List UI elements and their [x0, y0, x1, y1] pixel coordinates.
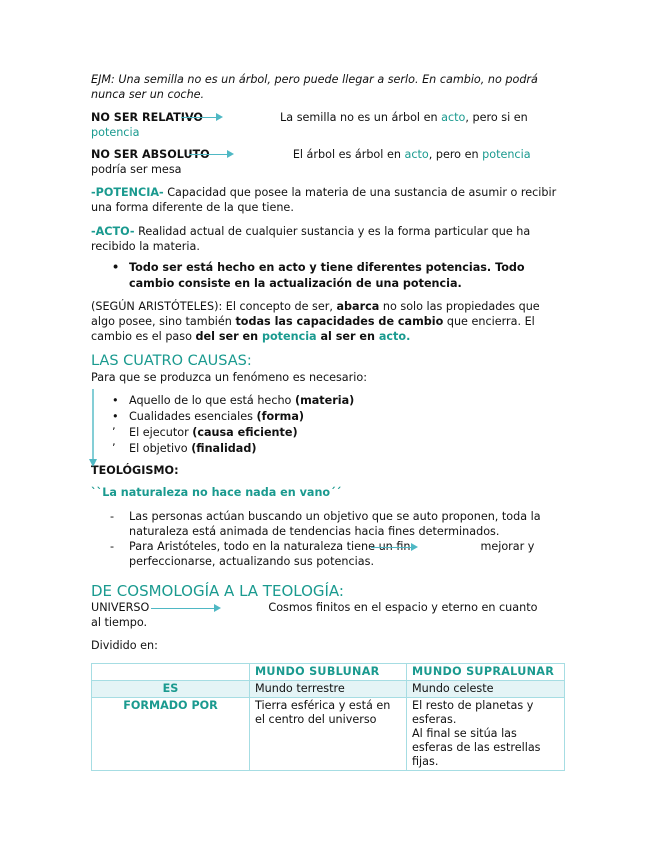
item-bold: (causa eficiente): [192, 426, 298, 439]
bullet-text: Todo ser está hecho en acto y tiene diferentes potencias. Todo cambio consiste en la actualización de una potencia.: [129, 261, 525, 290]
list-item: [91, 441, 565, 457]
no-ser-absoluto-text-b: , pero en: [428, 148, 483, 161]
table-row: [92, 681, 565, 698]
item-bold: (forma): [256, 410, 304, 423]
main-bullet-list: [91, 260, 565, 292]
item-text: El ejecutor: [129, 426, 193, 439]
table-cell: Tierra esférica y está en el centro del universo: [250, 698, 407, 771]
bullet-marker: •: [112, 410, 119, 423]
potencia-text: Capacidad que posee la materia de una sustancia de asumir o recibir una forma diferente de la que tiene.: [91, 186, 557, 214]
dash-marker: -: [110, 540, 115, 553]
universo-label: UNIVERSO: [91, 601, 150, 614]
causas-block: [91, 393, 565, 457]
universo-block: [91, 600, 565, 630]
aristoteles-paragraph: [91, 299, 565, 344]
causas-intro: Para que se produzca un fenómeno es necesario:: [91, 371, 367, 384]
cosmologia-heading: DE COSMOLOGÍA A LA TEOLOGÍA:: [91, 582, 344, 600]
list-item: [91, 509, 565, 539]
teologismo-heading: TEOLÓGISMO:: [91, 464, 179, 477]
arrow-icon: [181, 117, 221, 118]
bold-text: todas las capacidades de cambio: [235, 315, 444, 328]
teologismo-list: [91, 509, 565, 569]
potencia-label: -POTENCIA-: [91, 186, 164, 199]
item-bold: (finalidad): [191, 442, 257, 455]
arrow-icon: [371, 547, 416, 548]
bold-text: abarca: [336, 300, 380, 313]
table-row-head: FORMADO POR: [92, 698, 250, 771]
bold-text: al ser en: [316, 330, 379, 343]
potencia-word: potencia: [482, 148, 531, 161]
item-text: Aquello de lo que está hecho: [129, 394, 295, 407]
no-ser-relativo-text: La semilla no es un árbol en: [280, 111, 442, 124]
no-ser-relativo-text-b: , pero si en: [465, 111, 528, 124]
no-ser-absoluto-text-c: podría ser mesa: [91, 163, 182, 176]
table-cell-text: El resto de planetas y esferas.: [412, 699, 534, 726]
list-item: [91, 393, 565, 409]
potencia-word: potencia: [91, 126, 140, 139]
item-text: mejorar y: [480, 540, 535, 553]
universo-text-2: al tiempo.: [91, 616, 148, 629]
table-cell: Mundo terrestre: [250, 681, 407, 698]
no-ser-absoluto-block: [91, 147, 565, 177]
bullet-marker: •: [112, 394, 119, 407]
table-header-cell: MUNDO SUBLUNAR: [250, 664, 407, 681]
arrow-icon: [189, 154, 232, 155]
no-ser-relativo-label: NO SER RELATIVO: [91, 111, 203, 124]
acto-label: -ACTO-: [91, 225, 135, 238]
item-text: perfeccionarse, actualizando sus potencias.: [129, 555, 375, 568]
table-row: [92, 698, 565, 771]
item-text: El objetivo: [129, 442, 192, 455]
arrow-icon: [151, 608, 219, 609]
bullet-marker: •: [112, 261, 120, 274]
bullet-marker: ʼ: [112, 426, 116, 439]
acto-word: acto.: [378, 330, 411, 343]
table-cell: [407, 698, 565, 771]
item-bold: (materia): [294, 394, 355, 407]
acto-text: Realidad actual de cualquier sustancia y es la forma particular que ha recibido la materia.: [91, 225, 531, 253]
potencia-word: potencia: [261, 330, 317, 343]
table-cell: Mundo celeste: [407, 681, 565, 698]
acto-word: acto: [404, 148, 429, 161]
table-header-cell: MUNDO SUPRALUNAR: [407, 664, 565, 681]
mundo-table: [91, 663, 565, 771]
aristoteles-text: (SEGÚN ARISTÓTELES): El concepto de ser,: [91, 300, 337, 313]
item-text: Las personas actúan buscando un objetivo que se auto proponen, toda la naturaleza está animada de tendencias hacia fines determinados.: [129, 510, 541, 538]
potencia-definition: [91, 185, 565, 215]
no-ser-absoluto-label: NO SER ABSOLUTO: [91, 148, 210, 161]
aristoteles-text: que encierra. El cambio es el paso: [91, 315, 535, 343]
table-header-cell: [92, 664, 250, 681]
acto-word: acto: [441, 111, 466, 124]
bullet-marker: ʼ: [112, 442, 116, 455]
example-text: EJM: Una semilla no es un árbol, pero puede llegar a serlo. En cambio, no podrá nunca ser un coche.: [91, 73, 538, 101]
item-text: Cualidades esenciales: [129, 410, 257, 423]
document-page: [91, 72, 565, 771]
causas-heading: LAS CUATRO CAUSAS:: [91, 353, 252, 369]
list-item: [91, 539, 565, 569]
aristoteles-text: no solo las propiedades que algo posee, sino también: [91, 300, 540, 328]
dividido-text: Dividido en:: [91, 639, 158, 652]
list-item: [91, 260, 565, 292]
table-header-row: [92, 664, 565, 681]
bold-text: del ser en: [195, 330, 262, 343]
teologismo-quote: ``La naturaleza no hace nada en vano´´: [91, 486, 342, 499]
list-item: [91, 409, 565, 425]
no-ser-relativo-block: [91, 110, 565, 140]
acto-definition: [91, 224, 565, 254]
universo-text: Cosmos finitos en el espacio y eterno en cuanto: [268, 601, 538, 614]
causas-list: [91, 393, 565, 457]
item-text: Para Aristóteles, todo en la naturaleza tiene un fin: [129, 540, 411, 553]
list-item: [91, 425, 565, 441]
dash-marker: -: [110, 510, 115, 523]
table-cell-text: Al final se sitúa las esferas de las estrellas fijas.: [412, 727, 541, 768]
table-row-head: ES: [92, 681, 250, 698]
no-ser-absoluto-text: El árbol es árbol en: [292, 148, 405, 161]
